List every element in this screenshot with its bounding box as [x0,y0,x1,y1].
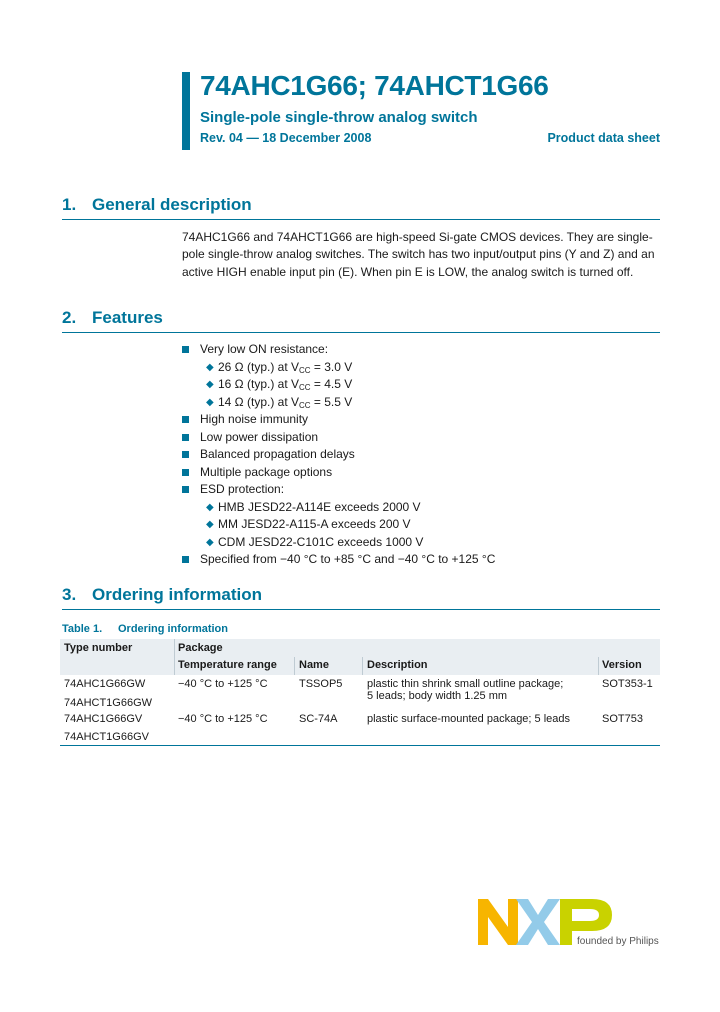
logo-tagline: founded by Philips [577,936,659,947]
cell-temperature-range: −40 °C to +125 °C [178,713,268,725]
feature-package: Multiple package options [200,465,333,479]
feature-noise: High noise immunity [200,412,309,426]
diamond-bullet-icon: ◆ [206,537,214,548]
header-type-number: Type number [64,642,133,654]
document-title: 74AHC1G66; 74AHCT1G66 [200,70,549,101]
square-bullet-icon [182,469,189,476]
header-description: Description [367,659,428,671]
feature-esd: ESD protection: [200,482,285,496]
feature-ron-item: 16 Ω (typ.) at $V_{CC} = 4.5$ V [218,377,353,392]
cell-type-number: 74AHCT1G66GW [64,697,153,709]
section-title: General description [92,195,252,214]
feature-esd-item: CDM JESD22-C101C exceeds 1000 V [218,535,424,549]
cell-package-name: SC-74A [299,713,338,725]
header-accent-bar [182,72,190,150]
column-divider [362,657,363,675]
document-type: Product data sheet [547,131,660,145]
column-divider [294,657,295,675]
diamond-bullet-icon: ◆ [206,397,214,408]
cell-type-number: 74AHCT1G66GV [64,731,149,743]
revision-info: Rev. 04 — 18 December 2008 [200,131,372,145]
diamond-bullet-icon: ◆ [206,502,214,513]
header-temperature-range: Temperature range [178,659,277,671]
square-bullet-icon [182,556,189,563]
cell-version: SOT753 [602,713,643,725]
square-bullet-icon [182,486,189,493]
column-divider [174,639,175,675]
section-number: 2. [62,308,77,327]
feature-esd-item: HMB JESD22-A114E exceeds 2000 V [218,500,421,514]
cell-type-number: 74AHC1G66GV [64,713,143,725]
cell-description: plastic thin shrink small outline package; [367,678,564,690]
cell-type-number: 74AHC1G66GW [64,678,146,690]
column-divider [598,657,599,675]
diamond-bullet-icon: ◆ [206,379,214,390]
diamond-bullet-icon: ◆ [206,519,214,530]
feature-ron-item: 14 Ω (typ.) at $V_{CC} = 5.5$ V [218,395,353,410]
section-title: Ordering information [92,585,262,604]
feature-specified: Specified from −40 °C to +85 °C and −40 °C to +125 °C [200,552,496,566]
section-number: 3. [62,585,77,604]
section-title: Features [92,308,163,327]
feature-propagation: Balanced propagation delays [200,447,355,461]
square-bullet-icon [182,346,189,353]
square-bullet-icon [182,416,189,423]
section-heading-general-description [62,195,660,220]
section-heading-ordering-information [62,585,660,610]
feature-power: Low power dissipation [200,430,319,444]
document-subtitle: Single-pole single-throw analog switch [200,109,478,126]
cell-temperature-range: −40 °C to +125 °C [178,678,268,690]
section-number: 1. [62,195,77,214]
square-bullet-icon [182,451,189,458]
feature-ron: Very low ON resistance: [200,342,329,356]
general-description-text: 74AHC1G66 and 74AHCT1G66 are high-speed Si-gate CMOS devices. They are single-pole single-throw analog switches. The switch has two input/output pins (Y and Z) and an active HIGH enable input pin (E). When pin E is LOW, the analog switch is turned off. [182,230,655,279]
table-caption-number: Table 1. [62,623,103,635]
table-header [60,639,660,675]
table-caption-title: Ordering information [118,623,228,635]
cell-version: SOT353-1 [602,678,653,690]
cell-package-name: TSSOP5 [299,678,343,690]
header-name: Name [299,659,329,671]
square-bullet-icon [182,434,189,441]
section-heading-features [62,308,660,333]
feature-ron-item: 26 Ω (typ.) at $V_{CC} = 3.0$ V [218,360,353,375]
feature-esd-item: MM JESD22-A115-A exceeds 200 V [218,517,411,531]
diamond-bullet-icon: ◆ [206,362,214,373]
table-bottom-rule [60,745,660,746]
header-version: Version [602,659,642,671]
cell-description: plastic surface-mounted package; 5 leads [367,713,571,725]
cell-description: 5 leads; body width 1.25 mm [367,690,508,702]
header-package: Package [178,642,223,654]
